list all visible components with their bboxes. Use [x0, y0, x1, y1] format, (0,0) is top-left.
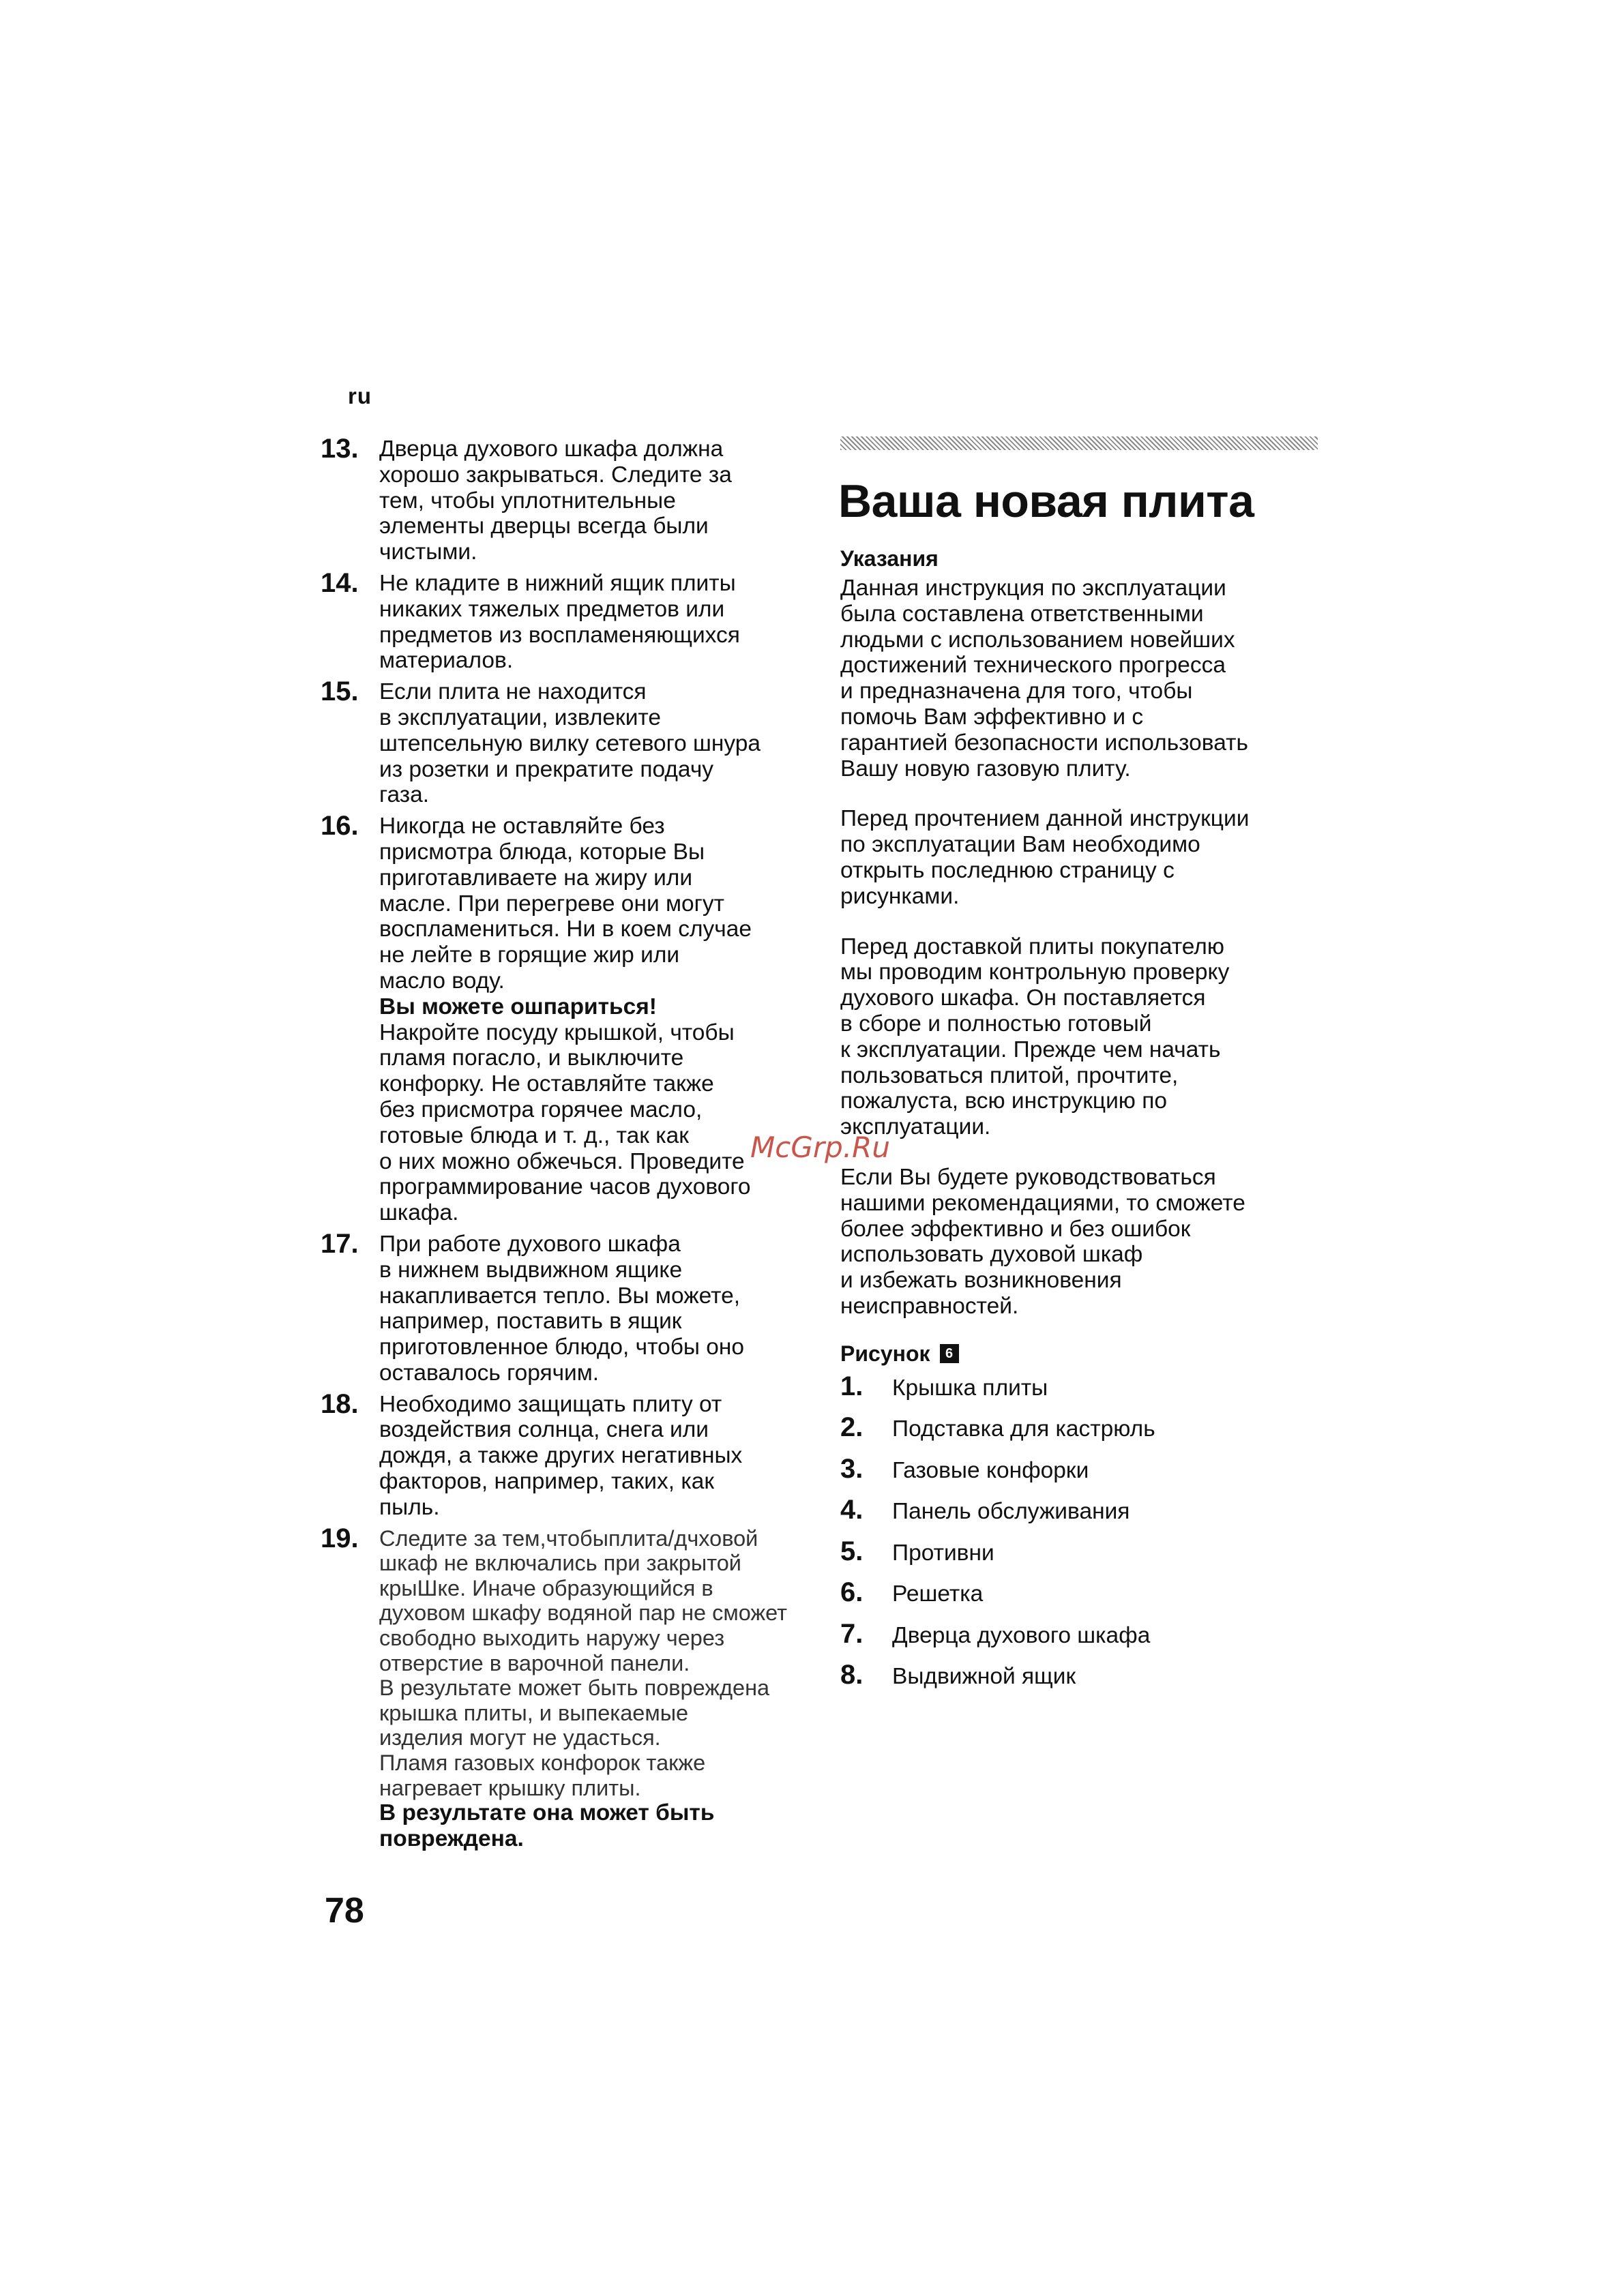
instruction-text-line: воспламениться. Ни в коем случае	[379, 916, 752, 942]
paragraph-line: пользоваться плитой, прочтите,	[840, 1062, 1179, 1088]
paragraph-line: помочь Вам эффективно и с	[840, 704, 1144, 730]
part-number: 3.	[840, 1453, 863, 1484]
right-column	[840, 436, 1318, 1701]
part-item	[840, 1371, 1318, 1413]
instruction-number: 16.	[321, 811, 359, 841]
notes-paragraph	[840, 806, 1318, 909]
instruction-number: 13.	[321, 434, 359, 464]
instruction-text-line: оставалось горячим.	[379, 1360, 600, 1386]
instruction-text-line: готовые блюда и т. д., так как	[379, 1122, 689, 1148]
part-label: Дверца духового шкафа	[892, 1622, 1151, 1648]
subheading-notes: Указания	[840, 546, 939, 571]
instruction-warning-line: Вы можете ошпариться!	[379, 994, 657, 1019]
instruction-text-line: хорошо закрываться. Следите за	[379, 462, 732, 488]
paragraph-line: Перед доставкой плиты покупателю	[840, 934, 1224, 959]
instruction-number: 15.	[321, 676, 359, 707]
part-item	[840, 1495, 1318, 1536]
instruction-text-line: Не кладите в нижний ящик плиты	[379, 570, 736, 596]
instruction-text-line: свободно выходить наружу через	[379, 1626, 725, 1651]
instruction-text-line: Пламя газовых конфорок также	[379, 1750, 706, 1776]
paragraph-line: мы проводим контрольную проверку	[840, 959, 1230, 985]
instruction-warning-line: повреждена.	[379, 1826, 524, 1851]
paragraph-line: использовать духовой шкаф	[840, 1242, 1143, 1268]
instruction-text-line: никаких тяжелых предметов или	[379, 596, 725, 622]
instruction-text-line: масле. При перегреве они могут	[379, 891, 724, 916]
instruction-text-line: пыль.	[379, 1494, 440, 1520]
instruction-text-line: например, поставить в ящик	[379, 1309, 682, 1335]
instruction-text-line: приготовленное блюдо, чтобы оно	[379, 1335, 745, 1360]
instruction-text-line: без присмотра горячее масло,	[379, 1097, 703, 1122]
instruction-text-line: накапливается тепло. Вы можете,	[379, 1283, 741, 1309]
instruction-text-line: в нижнем выдвижном ящике	[379, 1257, 683, 1283]
part-label: Газовые конфорки	[892, 1457, 1089, 1483]
part-label: Крышка плиты	[892, 1375, 1048, 1401]
part-item	[840, 1454, 1318, 1495]
instruction-text-line: о них можно обжечься. Проведите	[379, 1148, 745, 1174]
watermark: McGrp.Ru	[750, 1131, 890, 1164]
instruction-text-line: Дверца духового шкафа должна	[379, 436, 724, 462]
instruction-item	[321, 676, 825, 808]
section-divider	[840, 436, 1318, 450]
part-number: 6.	[840, 1577, 863, 1608]
appliance-parts-list	[840, 1371, 1318, 1701]
instruction-text-line: материалов.	[379, 648, 514, 674]
instruction-text-line: из розетки и прекратите подачу	[379, 756, 714, 782]
instruction-text-line: шкафа.	[379, 1200, 459, 1226]
paragraph-line: нашими рекомендациями, то сможете	[840, 1190, 1245, 1216]
instruction-number: 18.	[321, 1388, 359, 1419]
instruction-text-line: нагревает крышку плиты.	[379, 1775, 641, 1800]
part-number: 4.	[840, 1495, 863, 1525]
part-item	[840, 1619, 1318, 1660]
paragraph-line: Данная инструкция по эксплуатации	[840, 576, 1226, 601]
paragraph-line: пожалуста, всю инструкцию по	[840, 1088, 1167, 1114]
instruction-text-line: отверстие в варочной панели.	[379, 1650, 690, 1675]
instruction-text-line: пламя погасло, и выключите	[379, 1045, 684, 1071]
instruction-text-line: программирование часов духового	[379, 1174, 751, 1200]
instruction-text-line: присмотра блюда, которые Вы	[379, 839, 705, 865]
instruction-text-line: конфорку. Не оставляйте также	[379, 1071, 714, 1097]
figure-label: Рисунок	[840, 1341, 930, 1366]
paragraph-line: Перед прочтением данной инструкции	[840, 806, 1250, 832]
instruction-text-line: Необходимо защищать плиту от	[379, 1391, 722, 1417]
instruction-item	[321, 1388, 825, 1521]
instruction-item	[321, 1523, 825, 1852]
paragraph-line: к эксплуатации. Прежде чем начать	[840, 1037, 1221, 1062]
part-item	[840, 1412, 1318, 1454]
instruction-text-line: духовом шкафу водяной пар не сможет	[379, 1600, 788, 1626]
section-title: Ваша новая плита	[838, 475, 1254, 527]
notes-paragraph	[840, 1165, 1318, 1320]
part-number: 5.	[840, 1536, 863, 1566]
instruction-text-line: дождя, а также других негативных	[379, 1443, 743, 1469]
notes-paragraph	[840, 576, 1318, 781]
page-number: 78	[325, 1891, 364, 1930]
part-number: 1.	[840, 1371, 863, 1401]
paragraph-line: гарантией безопасности использовать	[840, 730, 1248, 756]
paragraph-line: была составлена ответственными	[840, 601, 1204, 627]
language-code: ru	[348, 383, 372, 408]
instruction-item	[321, 436, 825, 565]
figure-reference	[840, 1340, 1318, 1367]
instruction-text-line: масло воду.	[379, 968, 505, 994]
paragraph-line: духового шкафа. Он поставляется	[840, 985, 1206, 1011]
part-number: 8.	[840, 1660, 863, 1690]
instruction-text-line: Накройте посуду крышкой, чтобы	[379, 1019, 735, 1045]
part-item	[840, 1536, 1318, 1578]
instruction-text-line: При работе духового шкафа	[379, 1231, 681, 1257]
notes-paragraph	[840, 934, 1318, 1140]
instruction-text-line: тем, чтобы уплотнительные	[379, 488, 676, 513]
instruction-text-line: изделия могут не удасться.	[379, 1725, 661, 1750]
instruction-text-line: чистыми.	[379, 539, 477, 565]
instruction-text-line: элементы дверцы всегда были	[379, 513, 709, 539]
paragraph-line: неисправностей.	[840, 1293, 1019, 1319]
notes-paragraphs	[840, 576, 1318, 1320]
instruction-item	[321, 1228, 825, 1386]
paragraph-line: открыть последнюю страницу с	[840, 857, 1175, 883]
instruction-text-line: воздействия солнца, снега или	[379, 1417, 709, 1443]
instruction-text-line: в эксплуатации, извлеките	[379, 704, 662, 730]
paragraph-line: рисунками.	[840, 883, 960, 909]
part-item	[840, 1660, 1318, 1701]
instruction-text-line: В результате может быть повреждена	[379, 1675, 770, 1701]
paragraph-line: в сборе и полностью готовый	[840, 1011, 1152, 1037]
paragraph-line: более эффективно и без ошибок	[840, 1216, 1191, 1242]
instruction-text-line: приготавливаете на жиру или	[379, 865, 693, 891]
paragraph-line: Если Вы будете руководствоваться	[840, 1164, 1216, 1190]
part-item	[840, 1577, 1318, 1619]
paragraph-line: Вашу новую газовую плиту.	[840, 756, 1131, 781]
instruction-number: 17.	[321, 1228, 359, 1259]
instruction-text-line: не лейте в горящие жир или	[379, 942, 680, 968]
paragraph-line: и избежать возникновения	[840, 1268, 1122, 1294]
paragraph-line: достижений технического прогресса	[840, 653, 1226, 679]
instruction-text-line: крышка плиты, и выпекаемые	[379, 1700, 689, 1725]
figure-number-badge: 6	[940, 1344, 959, 1363]
instruction-text-line: шкаф не включались при закрытой	[379, 1551, 741, 1576]
instruction-text-line: штепсельную вилку сетевого шнура	[379, 730, 761, 756]
instruction-number: 19.	[321, 1523, 359, 1553]
part-label: Выдвижной ящик	[892, 1664, 1076, 1690]
paragraph-line: эксплуатации.	[840, 1114, 991, 1140]
part-number: 2.	[840, 1412, 863, 1443]
part-number: 7.	[840, 1618, 863, 1649]
paragraph-line: по эксплуатации Вам необходимо	[840, 832, 1200, 858]
safety-instructions-list	[321, 436, 825, 1858]
instruction-text-line: Следите за тем,чтобыплита/дчховой	[379, 1525, 758, 1551]
instruction-text-line: Если плита не находится	[379, 679, 647, 705]
paragraph-line: людьми с использованием новейших	[840, 627, 1235, 653]
instruction-text-line: газа.	[379, 782, 430, 808]
instruction-number: 14.	[321, 567, 359, 598]
instruction-text-line: Никогда не оставляйте без	[379, 814, 665, 839]
part-label: Противни	[892, 1540, 994, 1566]
instruction-item	[321, 567, 825, 674]
part-label: Панель обслуживания	[892, 1499, 1130, 1525]
paragraph-line: и предназначена для того, чтобы	[840, 679, 1193, 704]
part-label: Подставка для кастрюль	[892, 1416, 1155, 1442]
instruction-text-line: крыШке. Иначе образующийся в	[379, 1575, 713, 1600]
part-label: Решетка	[892, 1581, 984, 1607]
instruction-text-line: предметов из воспламеняющихся	[379, 622, 740, 648]
instruction-item	[321, 811, 825, 1226]
instruction-warning-line: В результате она может быть	[379, 1800, 715, 1826]
instruction-text-line: факторов, например, таких, как	[379, 1469, 715, 1495]
